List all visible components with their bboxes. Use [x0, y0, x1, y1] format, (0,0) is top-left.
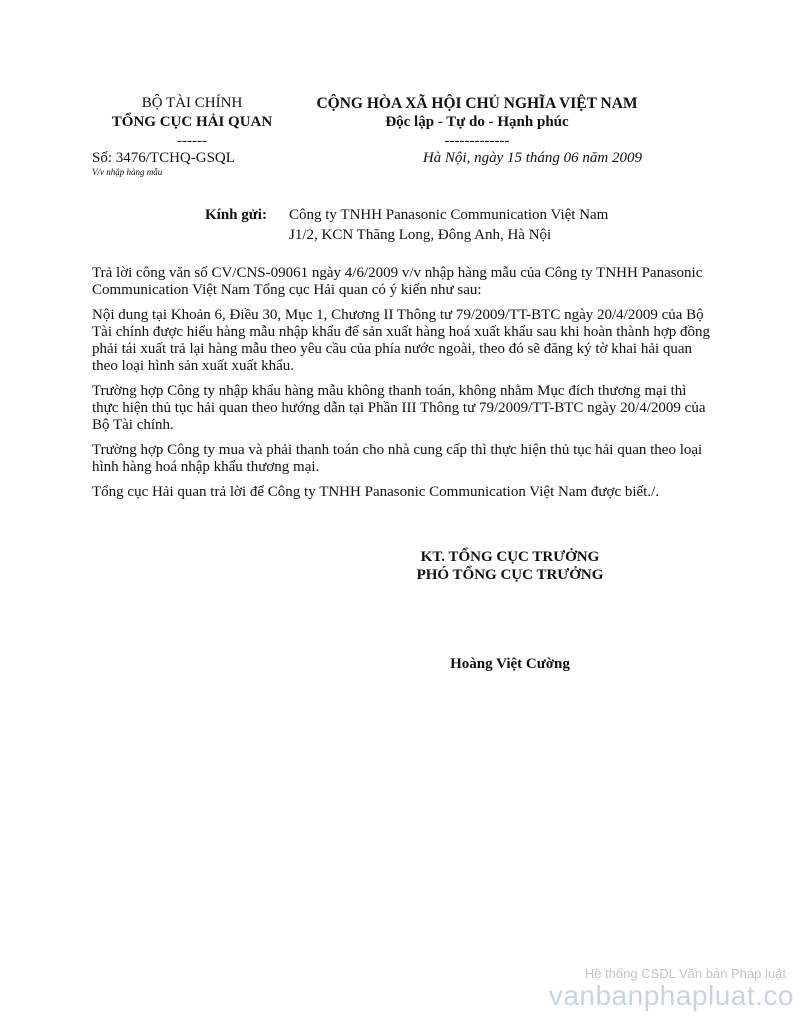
ministry-name: BỘ TÀI CHÍNH	[141, 95, 243, 111]
recipient-location: J1/2, KCN Thăng Long, Đông Anh, Hà Nội	[289, 227, 552, 243]
issuing-agency-block	[92, 94, 292, 151]
country-name: CỘNG HÒA XÃ HỘI CHỦ NGHĨA VIỆT NAM	[316, 95, 638, 112]
signature-title-2: PHÓ TỔNG CỤC TRƯỞNG	[416, 567, 604, 583]
document-subject: V/v nhập hàng mẫu	[92, 167, 163, 177]
signature-title-1: KT. TỔNG CỤC TRƯỞNG	[420, 549, 600, 565]
recipient-label: Kính gửi:	[205, 207, 267, 223]
watermark-site: vanbanphapluat.co	[548, 980, 794, 1011]
department-name: TỔNG CỤC HẢI QUAN	[111, 114, 273, 130]
right-divider: -------------	[444, 133, 510, 149]
signer-name: Hoàng Việt Cường	[450, 656, 570, 672]
document-date: Hà Nội, ngày 15 tháng 06 năm 2009	[422, 150, 642, 166]
body-paragraph-1: Trả lời công văn số CV/CNS-09061 ngày 4/6/2009 v/v nhập hàng mẫu của Công ty TNHH Panasonic Communication Việt Nam Tổng cục Hải quan có ý kiến như sau:	[92, 265, 703, 298]
watermark-caption: Hệ thống CSDL Văn bản Pháp luật	[584, 966, 786, 981]
letter-body	[92, 265, 712, 509]
body-paragraph-5: Tổng cục Hải quan trả lời để Công ty TNHH Panasonic Communication Việt Nam được biết./.	[92, 484, 660, 500]
national-heading-block	[300, 94, 654, 151]
left-divider: ------	[177, 133, 207, 149]
document-number: Số: 3476/TCHQ-GSQL	[92, 150, 235, 166]
body-paragraph-3: Trường hợp Công ty nhập khẩu hàng mẫu không thanh toán, không nhằm Mục đích thương mại thì thực hiện thủ tục hải quan theo hướng dẫn tại Phần III Thông tư 79/2009/TT-BTC ngày 20/4/2009 của Bộ Tài chính.	[92, 383, 706, 433]
recipient-address	[289, 205, 608, 245]
recipient-name: Công ty TNHH Panasonic Communication Việt Nam	[289, 207, 609, 223]
signature-title-block	[380, 548, 640, 584]
body-paragraph-2: Nội dung tại Khoản 6, Điều 30, Mục 1, Chương II Thông tư 79/2009/TT-BTC ngày 20/4/2009 của Bộ Tài chính được hiểu hàng mẫu nhập khẩu để sản xuất hàng hoá xuất khẩu sau khi hoàn thành hợp đồng phải tái xuất trả lại hàng mẫu theo yêu cầu của phía nước ngoài, theo đó sẽ đăng ký tờ khai hải quan theo loại hình sản xuất xuất khẩu.	[92, 307, 711, 374]
body-paragraph-4: Trường hợp Công ty mua và phải thanh toán cho nhà cung cấp thì thực hiện thủ tục hải quan theo loại hình hàng hoá nhập khẩu thương mại.	[92, 442, 703, 475]
national-motto: Độc lập - Tự do - Hạnh phúc	[385, 114, 569, 130]
